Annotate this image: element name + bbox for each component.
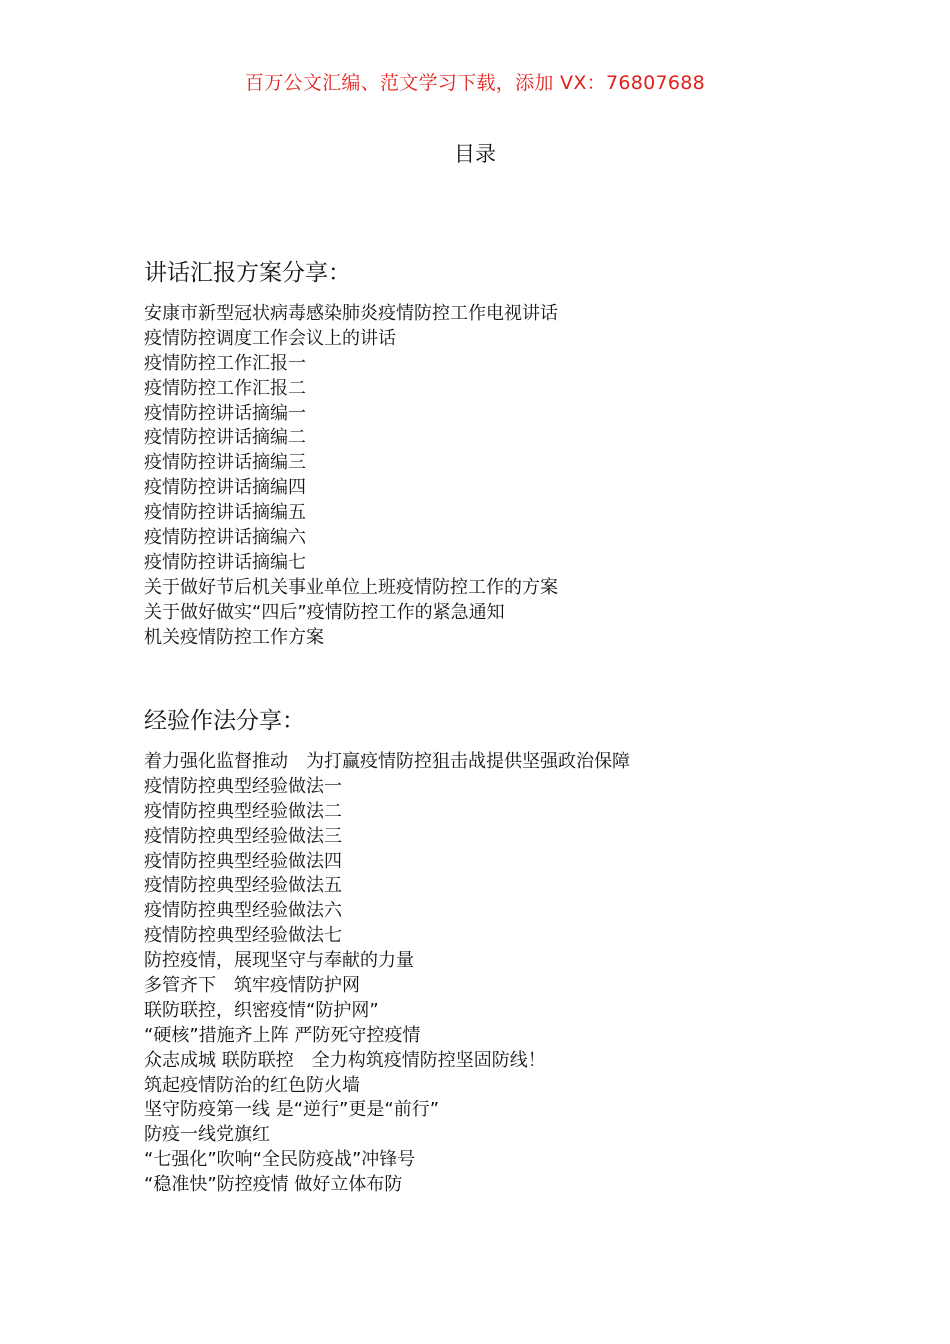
toc-entry[interactable]: 疫情防控讲话摘编四	[144, 477, 306, 499]
toc-entry[interactable]: 疫情防控典型经验做法六	[144, 900, 342, 922]
section-heading: 经验作法分享：	[144, 708, 305, 734]
toc-entry[interactable]: 众志成城 联防联控 全力构筑疫情防控坚固防线！	[144, 1049, 546, 1071]
toc-entry[interactable]: 疫情防控典型经验做法三	[144, 825, 342, 847]
section-speeches-reports	[144, 258, 864, 650]
toc-entry[interactable]: 疫情防控典型经验做法五	[144, 875, 342, 897]
toc-entry[interactable]: 防控疫情，展现坚守与奉献的力量	[144, 950, 414, 972]
toc-entry[interactable]: 机关疫情防控工作方案	[144, 626, 324, 648]
entry-list	[144, 750, 864, 1198]
toc-entry[interactable]: 关于做好节后机关事业单位上班疫情防控工作的方案	[144, 576, 558, 598]
toc-entry[interactable]: 疫情防控讲话摘编五	[144, 502, 306, 524]
toc-entry[interactable]: 疫情防控讲话摘编二	[144, 427, 306, 449]
entry-list	[144, 302, 864, 650]
toc-entry[interactable]: 多管齐下 筑牢疫情防护网	[144, 975, 360, 997]
toc-title: 目录	[454, 142, 496, 166]
toc-entry[interactable]: 联防联控，织密疫情“防护网”	[144, 999, 379, 1021]
toc-entry[interactable]: 疫情防控工作汇报二	[144, 377, 306, 399]
toc-entry[interactable]: 疫情防控讲话摘编三	[144, 452, 306, 474]
toc-entry[interactable]: 着力强化监督推动 为打赢疫情防控狙击战提供坚强政治保障	[144, 751, 630, 772]
toc-entry[interactable]: “硬核”措施齐上阵 严防死守控疫情	[144, 1024, 421, 1046]
toc-entry[interactable]: 疫情防控典型经验做法四	[144, 850, 342, 872]
toc-entry[interactable]: 坚守防疫第一线 是“逆行”更是“前行”	[144, 1099, 440, 1121]
toc-entry[interactable]: 疫情防控讲话摘编七	[144, 551, 306, 573]
toc-entry[interactable]: 关于做好做实“四后”疫情防控工作的紧急通知	[144, 601, 505, 623]
toc-entry[interactable]: 疫情防控讲话摘编六	[144, 527, 306, 549]
section-heading: 讲话汇报方案分享：	[144, 260, 351, 286]
toc-entry[interactable]: “七强化”吹响“全民防疫战”冲锋号	[144, 1149, 416, 1171]
toc-entry[interactable]: 疫情防控讲话摘编一	[144, 402, 306, 424]
toc-entry[interactable]: 筑起疫情防治的红色防火墙	[144, 1074, 360, 1096]
toc-entry[interactable]: 疫情防控工作汇报一	[144, 352, 306, 374]
header-watermark-note: 百万公文汇编、范文学习下载，添加 VX：76807688	[244, 72, 706, 94]
toc-entry[interactable]: 疫情防控典型经验做法一	[144, 775, 342, 797]
toc-entry[interactable]: “稳准快”防控疫情 做好立体布防	[144, 1174, 403, 1196]
toc-entry[interactable]: 疫情防控调度工作会议上的讲话	[144, 327, 396, 349]
toc-entry[interactable]: 防疫一线党旗红	[144, 1124, 270, 1146]
toc-entry[interactable]: 疫情防控典型经验做法七	[144, 925, 342, 947]
section-experience-practices	[144, 706, 864, 1198]
toc-entry[interactable]: 疫情防控典型经验做法二	[144, 800, 342, 822]
toc-entry[interactable]: 安康市新型冠状病毒感染肺炎疫情防控工作电视讲话	[144, 303, 558, 324]
